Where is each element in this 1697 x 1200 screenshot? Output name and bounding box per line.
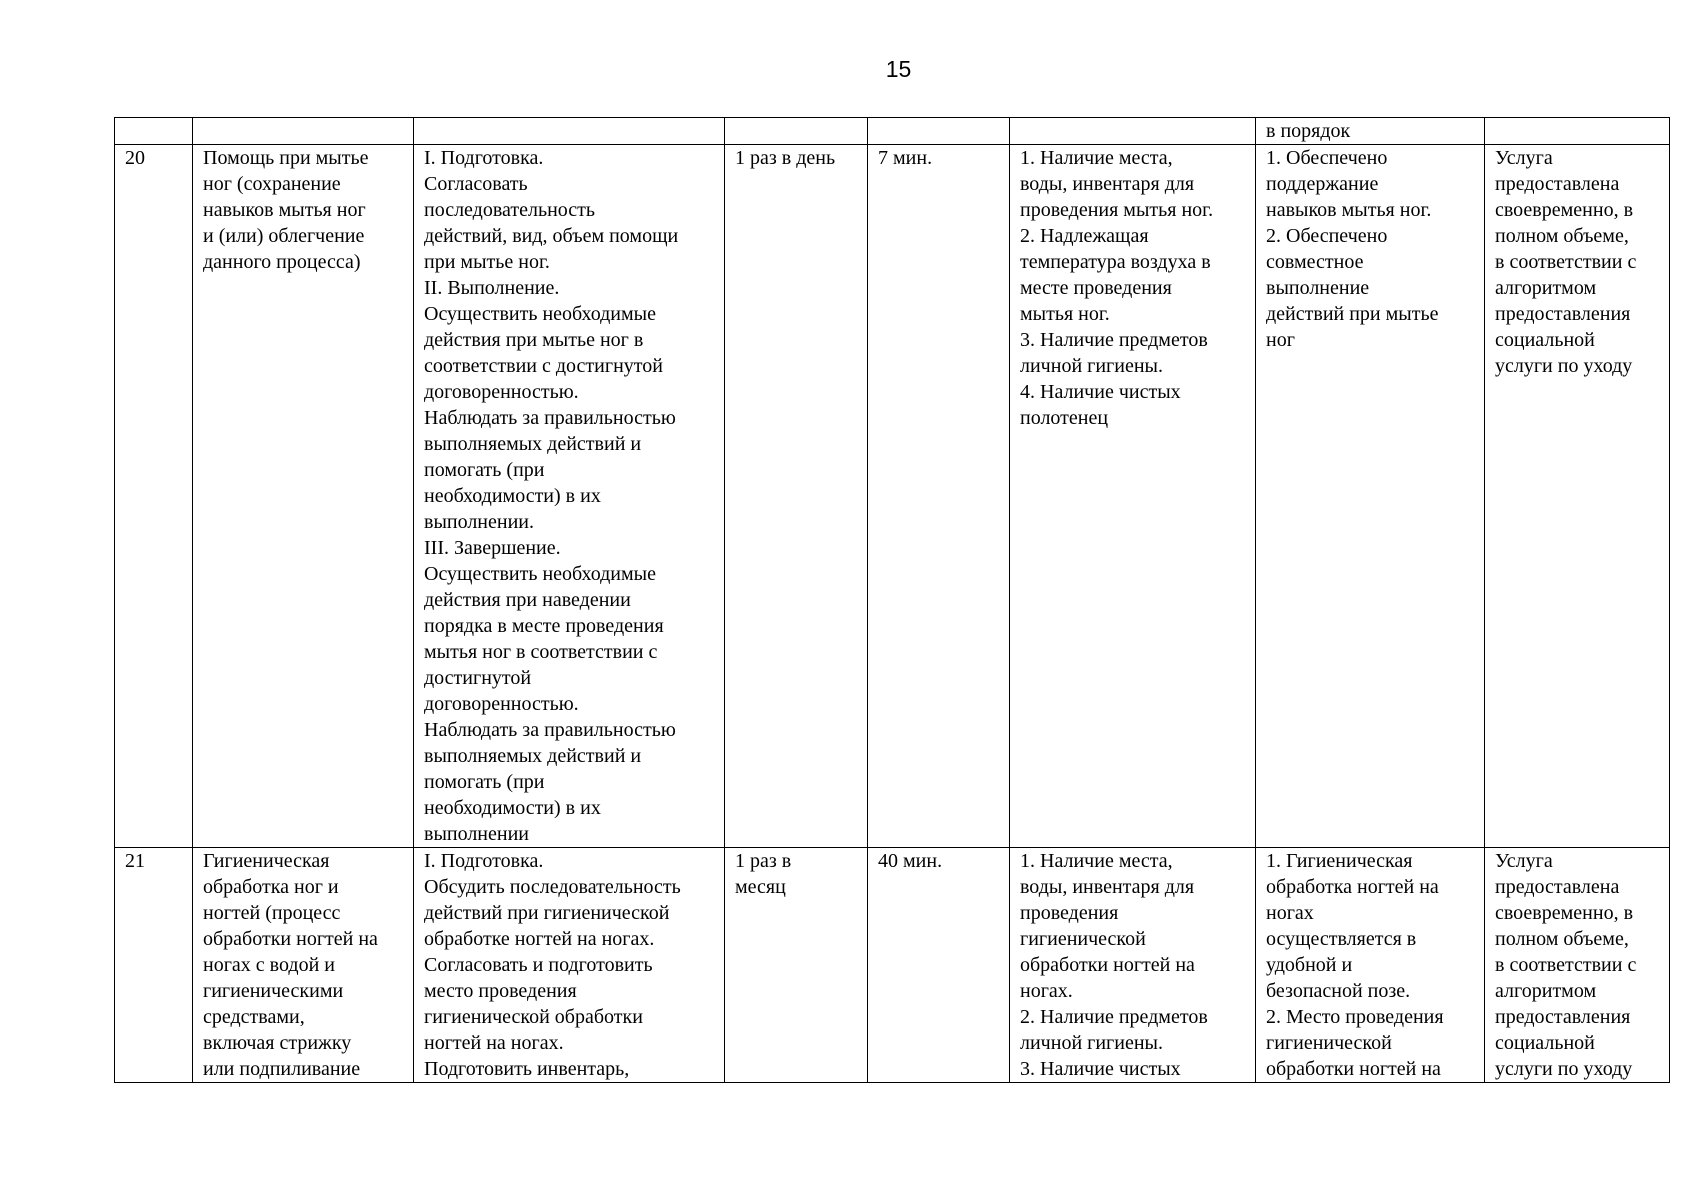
services-table [114,117,1670,1083]
cell-continuation-number [115,118,193,145]
cell-frequency: 1 раз в день [725,145,868,848]
cell-continuation-frequency [725,118,868,145]
cell-frequency: 1 раз в месяц [725,848,868,1083]
cell-continuation-conditions [1010,118,1256,145]
table-row-continuation [115,118,1670,145]
cell-evaluation: Услуга предоставлена своевременно, в полном объеме, в соответствии с алгоритмом предоставления социальной услуги по уходу [1485,145,1670,848]
table-row-21 [115,848,1670,1083]
cell-service-name: Гигиеническая обработка ног и ногтей (процесс обработки ногтей на ногах с водой и гигиеническими средствами, включая стрижку или подпиливание [193,848,414,1083]
cell-number: 21 [115,848,193,1083]
cell-service-name: Помощь при мытье ног (сохранение навыков мытья ног и (или) облегчение данного процесса) [193,145,414,848]
cell-duration: 40 мин. [868,848,1010,1083]
cell-number: 20 [115,145,193,848]
cell-continuation-results: в порядок [1256,118,1485,145]
cell-results: 1. Обеспечено поддержание навыков мытья ног. 2. Обеспечено совместное выполнение действий при мытье ног [1256,145,1485,848]
cell-continuation-evaluation [1485,118,1670,145]
cell-conditions: 1. Наличие места, воды, инвентаря для проведения гигиенической обработки ногтей на ногах. 2. Наличие предметов личной гигиены. 3. Наличие чистых [1010,848,1256,1083]
cell-continuation-duration [868,118,1010,145]
table-row-20 [115,145,1670,848]
cell-service-description: I. Подготовка. Согласовать последовательность действий, вид, объем помощи при мытье ног. II. Выполнение. Осуществить необходимые действия при мытье ног в соответствии с достигнутой договоренностью. Наблюдать за правильностью выполняемых действий и помогать (при необходимости) в их выполнении. III. Завершение. Осуществить необходимые действия при наведении порядка в месте проведения мытья ног в соответствии с достигнутой договоренностью. Наблюдать за правильностью выполняемых действий и помогать (при необходимости) в их выполнении [414,145,725,848]
page-number: 15 [885,56,912,82]
cell-conditions: 1. Наличие места, воды, инвентаря для проведения мытья ног. 2. Надлежащая температура воздуха в месте проведения мытья ног. 3. Наличие предметов личной гигиены. 4. Наличие чистых полотенец [1010,145,1256,848]
cell-continuation-service [193,118,414,145]
cell-results: 1. Гигиеническая обработка ногтей на ногах осуществляется в удобной и безопасной позе. 2. Место проведения гигиенической обработки ногтей на [1256,848,1485,1083]
cell-evaluation: Услуга предоставлена своевременно, в полном объеме, в соответствии с алгоритмом предоставления социальной услуги по уходу [1485,848,1670,1083]
cell-duration: 7 мин. [868,145,1010,848]
cell-service-description: I. Подготовка. Обсудить последовательность действий при гигиенической обработке ногтей на ногах. Согласовать и подготовить место проведения гигиенической обработки ногтей на ногах. Подготовить инвентарь, [414,848,725,1083]
cell-continuation-description [414,118,725,145]
